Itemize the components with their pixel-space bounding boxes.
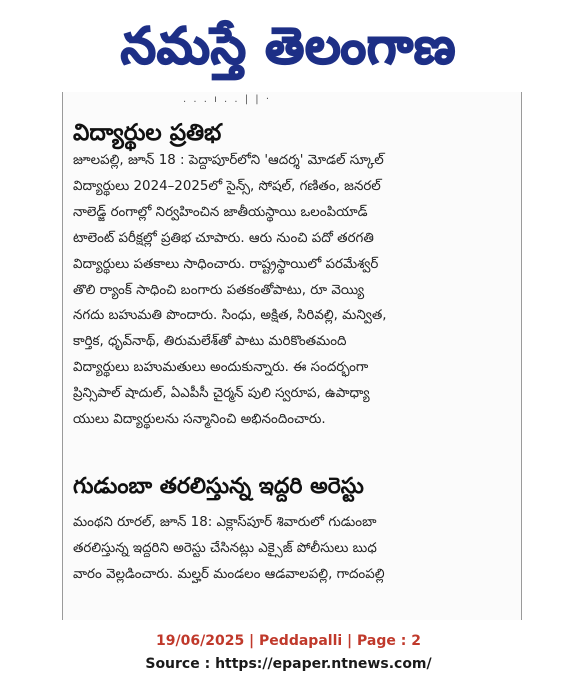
- article-line: వారం వెల్లడించారు. మల్హర్ మండలం ఆడవాలపల్లి, గాదంపల్లి: [73, 566, 385, 582]
- article-line: విద్యార్థులు బహుమతులు అందుకున్నారు. ఈ సందర్భంగా: [73, 360, 369, 376]
- article-1-body: [73, 148, 511, 433]
- masthead-title: నమస్తే తెలంగాణ: [120, 17, 457, 75]
- article-2-headline: గుడుంబా తరలిస్తున్న ఇద్దరి అరెస్టు: [73, 474, 364, 499]
- news-clipping: [62, 92, 522, 620]
- article-line: విద్యార్థులు 2024–2025లో సైన్స్, సోషల్, గణితం, జనరల్: [73, 178, 381, 194]
- article-line: మంథని రూరల్, జూన్ 18: ఎక్లాస్‌పూర్ శివారులో గుడుంబా: [73, 515, 377, 530]
- article-line: టాలెంట్ పరీక్షల్లో ప్రతిభ చూపారు. ఆరు నుంచి పదో తరగతి: [73, 230, 374, 246]
- footer-date-edition: 19/06/2025 | Peddapalli | Page : 2: [156, 633, 421, 649]
- article-1-headline: విద్యార్థుల ప్రతిభ: [73, 120, 222, 146]
- article-line: విద్యార్థులు పతకాలు సాధించారు. రాష్ట్రస్థాయిలో పరమేశ్వర్: [73, 256, 379, 272]
- footer-source: Source : https://epaper.ntnews.com/: [145, 656, 432, 672]
- article-line: యులు విద్యార్థులను సన్మానించి అభినందించారు.: [73, 412, 326, 428]
- clipping-footer: [0, 630, 577, 676]
- article-line: జూలపల్లి, జూన్ 18 : పెద్దాపూర్‌లోని 'ఆదర్శ' మోడల్ స్కూల్: [73, 153, 384, 168]
- clipping-cut-edge: . . . ı . . | | ·: [183, 94, 272, 105]
- article-line: తరలిస్తున్న ఇద్దరిని అరెస్టు చేసినట్లు ఎక్సైజ్ పోలీసులు బుధ: [73, 540, 377, 556]
- article-line: నగదు బహుమతి పొందారు. సింధు, అక్షిత, సిరివల్లి, మన్విత,: [73, 308, 387, 324]
- article-line: నాలెడ్జ్ రంగాల్లో నిర్వహించిన జాతీయస్థాయి ఒలంపియాడ్: [73, 204, 368, 220]
- article-line: తొలి ర్యాంక్ సాధించి బంగారు పతకంతోపాటు, రూ వెయ్యి: [73, 282, 365, 298]
- newspaper-masthead: [0, 0, 577, 92]
- article-line: కార్తిక, ధృవ్‌నాథ్, తిరుమలేశ్‌తో పాటు మరికొంతమంది: [73, 334, 347, 350]
- article-2-body: [73, 510, 511, 588]
- article-line: ప్రిన్సిపాల్ షాదుల్, ఏఎపీసీ చైర్మన్ పులి స్వరూప, ఉపాధ్యా: [73, 386, 370, 402]
